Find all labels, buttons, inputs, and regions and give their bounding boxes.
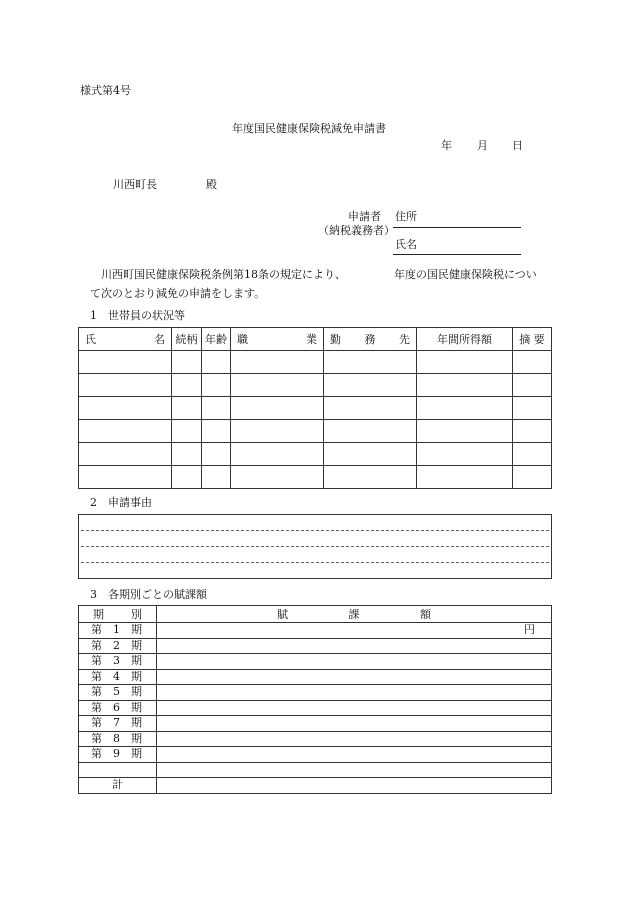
table-row (79, 685, 552, 701)
section1-heading: 1 世帯員の状況等 (90, 309, 185, 322)
cell-occupation[interactable] (231, 374, 324, 397)
applicant-sublabel: （納税義務者） (318, 224, 395, 237)
amount-cell[interactable] (157, 716, 552, 732)
table-row (79, 466, 552, 489)
form-title: 年度国民健康保険税減免申請書 (232, 122, 386, 135)
cell-relation[interactable] (172, 466, 202, 489)
section2-heading: 2 申請事由 (90, 496, 152, 509)
assessment-header-row (79, 606, 552, 623)
period-label: 第 9 期 (79, 747, 157, 763)
cell-age[interactable] (202, 351, 231, 374)
table-row (79, 669, 552, 685)
cell-relation[interactable] (172, 443, 202, 466)
date-day: 日 (512, 139, 523, 152)
period-label: 第 6 期 (79, 700, 157, 716)
cell-name[interactable] (79, 351, 172, 374)
cell-age[interactable] (202, 397, 231, 420)
amount-cell[interactable] (157, 747, 552, 763)
period-label: 第 3 期 (79, 654, 157, 670)
table-row (79, 638, 552, 654)
section3-heading: 3 各期別ごとの賦課額 (90, 588, 207, 601)
table-row (79, 762, 552, 778)
table-row (79, 700, 552, 716)
period-label: 第 1 期 (79, 623, 157, 639)
assessment-table (78, 605, 552, 794)
cell-relation[interactable] (172, 351, 202, 374)
cell-relation[interactable] (172, 374, 202, 397)
header-occupation: 職 業 (231, 328, 324, 351)
cell-relation[interactable] (172, 397, 202, 420)
cell-income[interactable] (417, 420, 513, 443)
form-number: 様式第4号 (80, 84, 131, 97)
table-row (79, 716, 552, 732)
cell-name[interactable] (79, 374, 172, 397)
amount-cell[interactable] (157, 685, 552, 701)
cell-note[interactable] (513, 374, 552, 397)
cell-name[interactable] (79, 466, 172, 489)
cell-note[interactable] (513, 420, 552, 443)
reason-line (81, 562, 549, 563)
amount-cell[interactable] (157, 731, 552, 747)
household-header-row (79, 328, 552, 351)
cell-income[interactable] (417, 443, 513, 466)
amount-cell[interactable] (157, 700, 552, 716)
table-row (79, 420, 552, 443)
reason-line (81, 530, 549, 531)
cell-note[interactable] (513, 466, 552, 489)
cell-occupation[interactable] (231, 351, 324, 374)
cell-occupation[interactable] (231, 443, 324, 466)
reason-line (81, 546, 549, 547)
cell-workplace[interactable] (324, 466, 417, 489)
period-label: 第 4 期 (79, 669, 157, 685)
cell-relation[interactable] (172, 420, 202, 443)
amount-cell[interactable] (157, 762, 552, 778)
intro-line1a: 川西町国民健康保険税条例第18条の規定により、 (101, 268, 346, 281)
table-row (79, 731, 552, 747)
header-name: 氏 名 (79, 328, 172, 351)
reason-box[interactable] (78, 514, 552, 579)
table-row (79, 443, 552, 466)
cell-workplace[interactable] (324, 397, 417, 420)
cell-age[interactable] (202, 466, 231, 489)
table-row (79, 623, 552, 639)
address-underline (393, 227, 521, 228)
addressee-honorific: 殿 (206, 178, 217, 191)
cell-occupation[interactable] (231, 420, 324, 443)
name-underline (393, 254, 521, 255)
date-year: 年 (441, 139, 452, 152)
table-row (79, 397, 552, 420)
currency-label: 円 (524, 623, 535, 637)
address-label: 住所 (395, 210, 417, 223)
period-label-blank[interactable] (79, 762, 157, 778)
applicant-label: 申請者 (348, 210, 381, 223)
cell-age[interactable] (202, 443, 231, 466)
amount-cell[interactable] (157, 638, 552, 654)
cell-name[interactable] (79, 420, 172, 443)
cell-name[interactable] (79, 397, 172, 420)
name-label: 氏名 (395, 238, 417, 251)
cell-income[interactable] (417, 397, 513, 420)
header-workplace: 勤 務 先 (324, 328, 417, 351)
table-row (79, 654, 552, 670)
amount-cell[interactable] (157, 623, 552, 639)
cell-workplace[interactable] (324, 420, 417, 443)
total-amount-cell[interactable] (157, 778, 552, 794)
cell-income[interactable] (417, 466, 513, 489)
cell-income[interactable] (417, 351, 513, 374)
total-label: 計 (79, 778, 157, 794)
header-amount: 賦 課 額 (157, 606, 552, 623)
cell-workplace[interactable] (324, 351, 417, 374)
cell-age[interactable] (202, 420, 231, 443)
cell-workplace[interactable] (324, 443, 417, 466)
period-label: 第 8 期 (79, 731, 157, 747)
addressee-name: 川西町長 (113, 178, 157, 191)
intro-line2: て次のとおり減免の申請をします。 (90, 287, 266, 300)
cell-name[interactable] (79, 443, 172, 466)
table-row (79, 374, 552, 397)
header-period: 期 別 (79, 606, 157, 623)
cell-occupation[interactable] (231, 397, 324, 420)
header-relation: 続柄 (172, 328, 202, 351)
amount-cell[interactable] (157, 669, 552, 685)
cell-income[interactable] (417, 374, 513, 397)
period-label: 第 2 期 (79, 638, 157, 654)
cell-note[interactable] (513, 443, 552, 466)
total-row (79, 778, 552, 794)
household-table (78, 327, 552, 489)
amount-cell[interactable] (157, 654, 552, 670)
cell-workplace[interactable] (324, 374, 417, 397)
header-age: 年齢 (202, 328, 231, 351)
period-label: 第 7 期 (79, 716, 157, 732)
cell-note[interactable] (513, 397, 552, 420)
period-label: 第 5 期 (79, 685, 157, 701)
header-note: 摘 要 (513, 328, 552, 351)
cell-note[interactable] (513, 351, 552, 374)
header-income: 年間所得額 (417, 328, 513, 351)
cell-occupation[interactable] (231, 466, 324, 489)
table-row (79, 747, 552, 763)
table-row (79, 351, 552, 374)
intro-line1b: 年度の国民健康保険税につい (394, 268, 537, 281)
date-month: 月 (477, 139, 488, 152)
cell-age[interactable] (202, 374, 231, 397)
